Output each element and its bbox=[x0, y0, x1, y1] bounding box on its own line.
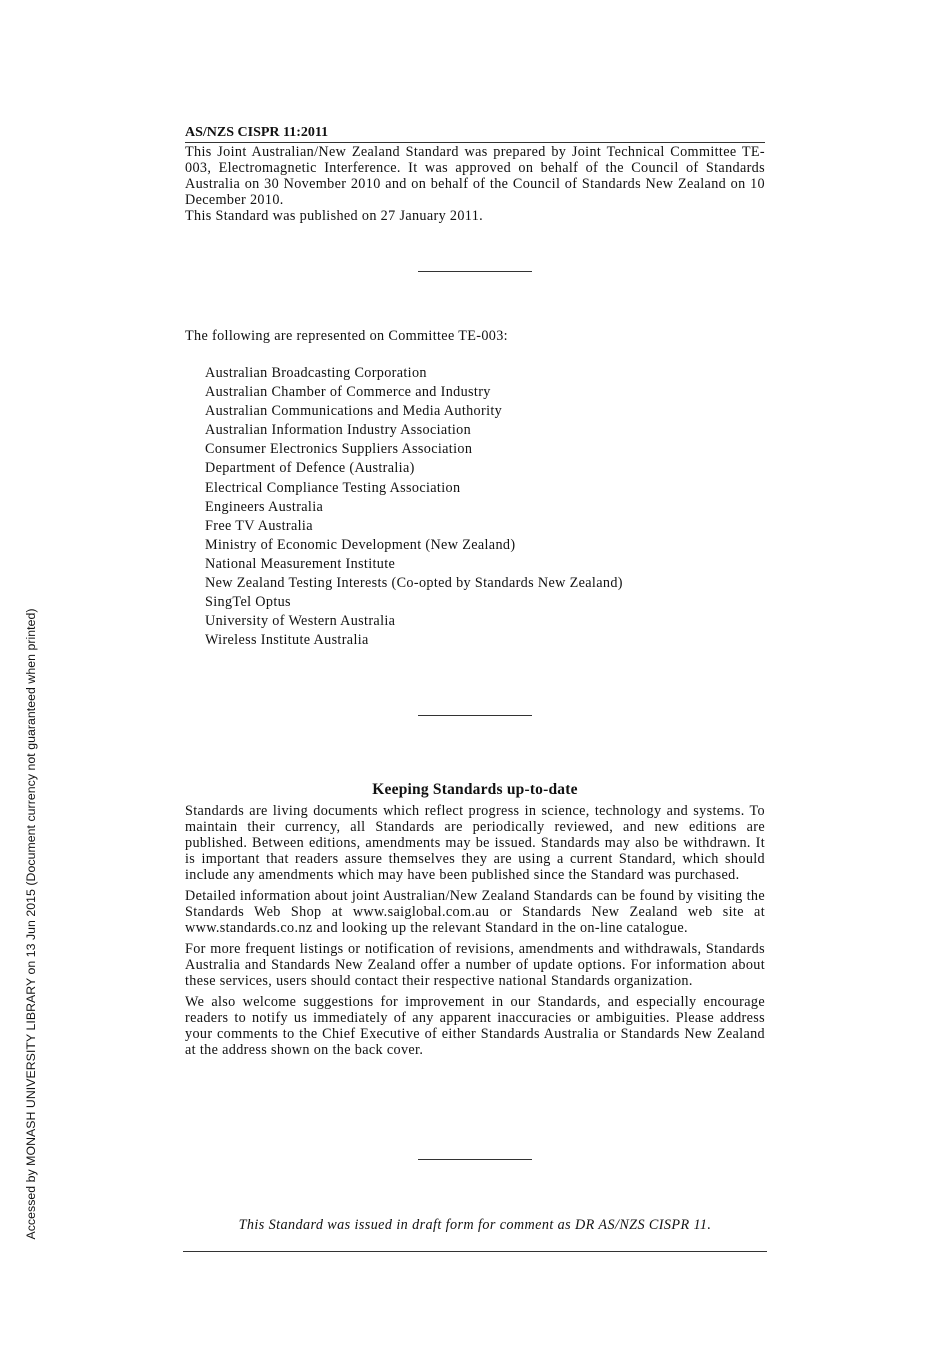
committee-intro: The following are represented on Committee TE-003: bbox=[185, 328, 508, 344]
section-divider-2 bbox=[418, 715, 532, 716]
draft-note: This Standard was issued in draft form for comment as DR AS/NZS CISPR 11. bbox=[238, 1217, 712, 1233]
keeping-heading: Keeping Standards up-to-date bbox=[372, 781, 578, 798]
committee-member: New Zealand Testing Interests (Co-opted by Standards New Zealand) bbox=[205, 575, 623, 592]
committee-member: Australian Chamber of Commerce and Industry bbox=[205, 384, 491, 401]
footer-rule bbox=[183, 1251, 767, 1252]
committee-member: Australian Communications and Media Authority bbox=[205, 403, 503, 420]
committee-member: Wireless Institute Australia bbox=[205, 632, 369, 649]
committee-member: Engineers Australia bbox=[205, 498, 324, 515]
committee-member: National Measurement Institute bbox=[205, 555, 396, 572]
committee-member: Electrical Compliance Testing Association bbox=[205, 479, 461, 496]
access-watermark: Accessed by MONASH UNIVERSITY LIBRARY on 13 Jun 2015 (Document currency not guaranteed when printed) bbox=[24, 608, 38, 1240]
committee-member-list bbox=[205, 364, 623, 650]
committee-member: Consumer Electronics Suppliers Association bbox=[205, 441, 473, 458]
published-date: This Standard was published on 27 January 2011. bbox=[185, 208, 484, 224]
keeping-paragraph: Standards are living documents which reflect progress in science, technology and systems. To maintain their currency, all Standards are periodically reviewed, and new editions are published. Between editions, amendments may be issued. Standards may also be withdrawn. It is important that readers assure themselves they are using a current Standard, which should include any amendments which may have been published since the Standard was purchased. bbox=[185, 803, 765, 883]
committee-member: Australian Information Industry Association bbox=[205, 422, 472, 439]
intro-paragraph: This Joint Australian/New Zealand Standard was prepared by Joint Technical Committee TE-003, Electromagnetic Interference. It was approved on behalf of the Council of Standards Australia on 30 November 2010 and on behalf of the Council of Standards New Zealand on 10 December 2010. bbox=[185, 144, 765, 208]
keeping-paragraph: Detailed information about joint Australian/New Zealand Standards can be found by visiting the Standards Web Shop at www.saiglobal.com.au or Standards New Zealand web site at www.standards.co.nz and looking up the relevant Standard in the on-line catalogue. bbox=[185, 888, 765, 936]
keeping-paragraph: We also welcome suggestions for improvement in our Standards, and especially encourage readers to notify us immediately of any apparent inaccuracies or ambiguities. Please address your comments to the Chief Executive of either Standards Australia or Standards New Zealand at the address shown on the back cover. bbox=[185, 994, 765, 1058]
committee-member: Ministry of Economic Development (New Zealand) bbox=[205, 536, 516, 553]
committee-member: University of Western Australia bbox=[205, 613, 396, 630]
section-divider-1 bbox=[418, 271, 532, 272]
intro-block bbox=[185, 144, 765, 224]
committee-member: SingTel Optus bbox=[205, 594, 291, 611]
keeping-paragraph: For more frequent listings or notification of revisions, amendments and withdrawals, Standards Australia and Standards New Zealand offer a number of update options. For information about these services, users should contact their respective national Standards organization. bbox=[185, 941, 765, 989]
section-divider-3 bbox=[418, 1159, 532, 1160]
standard-id: AS/NZS CISPR 11:2011 bbox=[185, 125, 765, 143]
keeping-body bbox=[185, 803, 765, 1063]
committee-member: Free TV Australia bbox=[205, 517, 313, 534]
committee-member: Department of Defence (Australia) bbox=[205, 460, 415, 477]
committee-member: Australian Broadcasting Corporation bbox=[205, 365, 427, 381]
